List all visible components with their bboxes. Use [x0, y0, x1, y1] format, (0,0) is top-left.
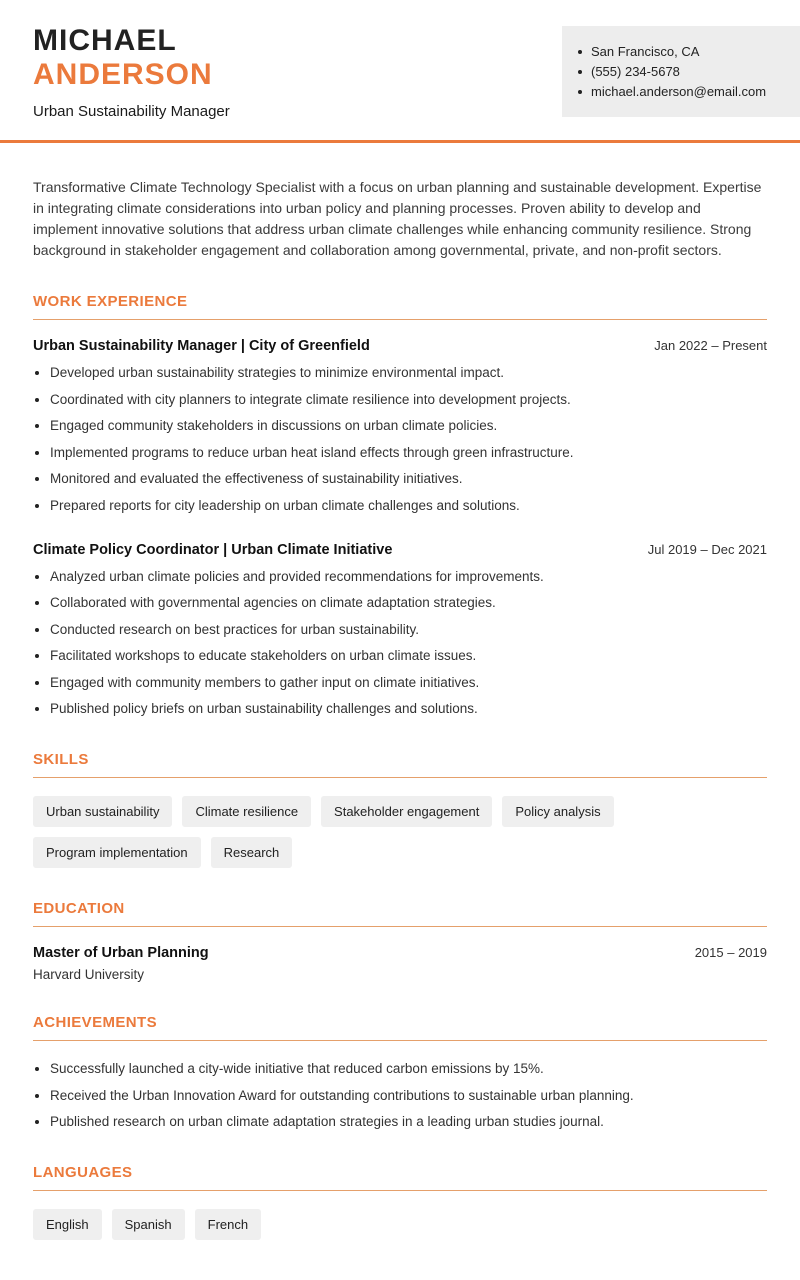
- school-name: Harvard University: [33, 966, 145, 982]
- language-tag: Spanish: [112, 1209, 185, 1240]
- skill-tag: Climate resilience: [182, 796, 311, 827]
- contact-card: [562, 26, 800, 117]
- language-tag: French: [195, 1209, 261, 1240]
- skill-tag: Policy analysis: [502, 796, 613, 827]
- header-job-title: Urban Sustainability Manager: [33, 103, 230, 121]
- job-bullet: • Collaborated with governmental agencies on climate adaptation strategies.: [50, 593, 767, 613]
- job-bullet: • Facilitated workshops to educate stakeholders on urban climate issues.: [50, 646, 767, 666]
- section-title-work: WORK EXPERIENCE: [33, 293, 188, 311]
- section-achievements: [33, 1014, 767, 1132]
- job-entry: [33, 542, 767, 719]
- section-rule: [33, 926, 767, 927]
- section-rule: [33, 777, 767, 778]
- skill-tag: Stakeholder engagement: [321, 796, 492, 827]
- skills-tag-list: [33, 796, 767, 868]
- job-bullet: • Engaged community stakeholders in discussions on urban climate policies.: [50, 416, 767, 436]
- header-divider: [0, 140, 800, 143]
- last-name: ANDERSON: [33, 57, 213, 91]
- contact-location-text: San Francisco, CA: [591, 44, 700, 59]
- job-bullet: • Engaged with community members to gather input on climate initiatives.: [50, 673, 767, 693]
- job-bullet-list: [33, 567, 767, 719]
- summary-text: Transformative Climate Technology Specialist with a focus on urban planning and sustainable development. Expertise in integrating climate considerations into urban policy and planning processes. Proven ability to develop and implement innovative solutions that address urban climate challenges while enhancing community resilience. Strong background in stakeholder engagement and collaboration among governmental, private, and non-profit sectors.: [33, 179, 762, 259]
- contact-phone: [578, 64, 784, 79]
- section-rule: [33, 1040, 767, 1041]
- job-head: [33, 542, 767, 558]
- languages-tag-list: [33, 1209, 767, 1240]
- job-title: Urban Sustainability Manager | City of Greenfield: [33, 338, 370, 355]
- skill-tag: Urban sustainability: [33, 796, 172, 827]
- job-bullet: • Prepared reports for city leadership on urban climate challenges and solutions.: [50, 496, 767, 516]
- first-name: MICHAEL: [33, 24, 177, 57]
- contact-email: [578, 84, 784, 99]
- job-bullet-list: [33, 363, 767, 515]
- education-entry: [33, 945, 767, 961]
- job-bullet: • Coordinated with city planners to integrate climate resilience into development projects.: [50, 390, 767, 410]
- job-bullet: • Developed urban sustainability strategies to minimize environmental impact.: [50, 363, 767, 383]
- job-bullet: • Analyzed urban climate policies and provided recommendations for improvements.: [50, 567, 767, 587]
- skill-tag: Research: [211, 837, 293, 868]
- section-title-languages: LANGUAGES: [33, 1163, 133, 1181]
- job-head: [33, 338, 767, 354]
- job-bullet: • Implemented programs to reduce urban heat island effects through green infrastructure.: [50, 443, 767, 463]
- job-dates: Jul 2019 – Dec 2021: [647, 541, 767, 557]
- section-title-achievements: ACHIEVEMENTS: [33, 1013, 157, 1031]
- bullet-icon: [578, 50, 582, 54]
- resume-body: [0, 177, 800, 1279]
- section-languages: [33, 1164, 767, 1240]
- section-education: [33, 900, 767, 982]
- section-skills: [33, 751, 767, 868]
- job-bullet: • Monitored and evaluated the effectiveness of sustainability initiatives.: [50, 469, 767, 489]
- bullet-icon: [578, 70, 582, 74]
- achievement-bullet: • Published research on urban climate adaptation strategies in a leading urban studies journal.: [50, 1112, 767, 1132]
- contact-location: [578, 44, 784, 59]
- bullet-icon: [578, 90, 582, 94]
- job-dates: Jan 2022 – Present: [654, 338, 767, 354]
- contact-phone-text: (555) 234-5678: [591, 64, 680, 79]
- language-tag: English: [33, 1209, 102, 1240]
- skill-tag: Program implementation: [33, 837, 201, 868]
- section-rule: [33, 319, 767, 320]
- achievements-list: [33, 1059, 767, 1132]
- section-work-experience: [33, 293, 767, 719]
- job-entry: [33, 338, 767, 515]
- contact-email-text: michael.anderson@email.com: [591, 84, 767, 99]
- job-bullet: • Conducted research on best practices for urban sustainability.: [50, 620, 767, 640]
- section-title-skills: SKILLS: [33, 750, 89, 768]
- section-title-education: EDUCATION: [33, 899, 125, 917]
- education-dates: 2015 – 2019: [694, 944, 767, 960]
- header: [0, 0, 800, 120]
- degree-title: Master of Urban Planning: [33, 944, 209, 961]
- job-title: Climate Policy Coordinator | Urban Climate Initiative: [33, 541, 393, 558]
- achievement-bullet: • Received the Urban Innovation Award for outstanding contributions to sustainable urban planning.: [50, 1086, 767, 1106]
- achievement-bullet: • Successfully launched a city-wide initiative that reduced carbon emissions by 15%.: [50, 1059, 767, 1079]
- job-bullet: • Published policy briefs on urban sustainability challenges and solutions.: [50, 699, 767, 719]
- section-rule: [33, 1190, 767, 1191]
